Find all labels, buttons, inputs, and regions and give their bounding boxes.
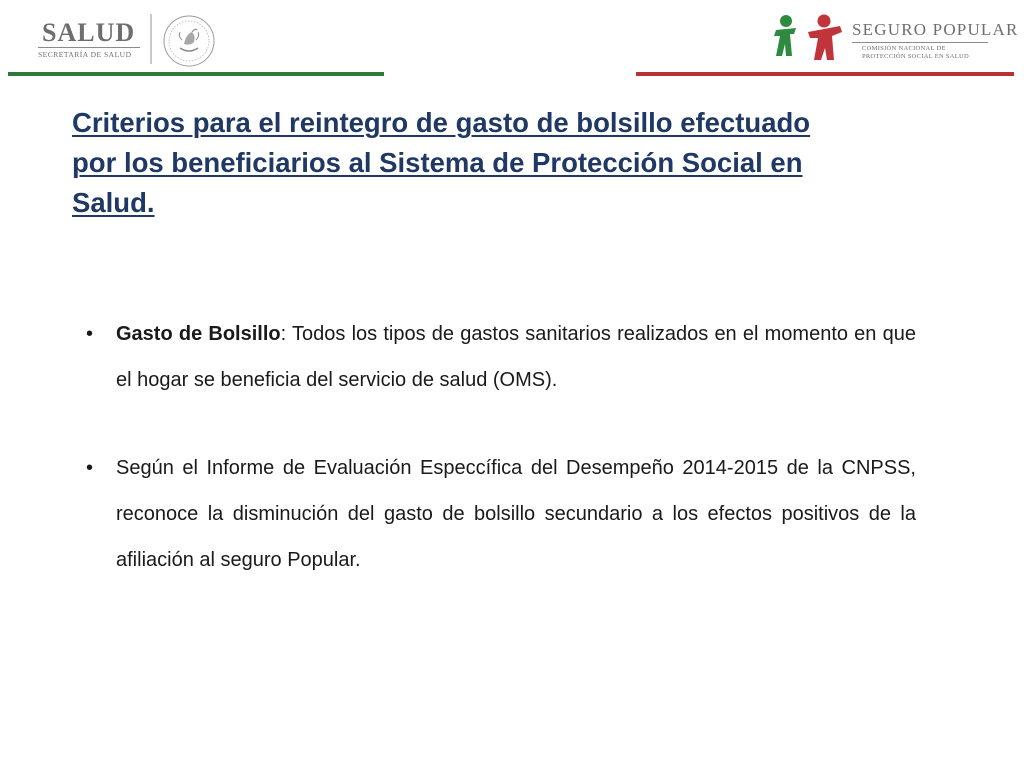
children-figures-icon [770, 12, 846, 64]
slide-title: Criterios para el reintegro de gasto de bolsillo efectuado por los beneficiarios al Sistema de Protección Social en Salud. [72, 107, 811, 218]
seguro-popular-logo [770, 12, 1019, 64]
bullet-term: Gasto de Bolsillo [116, 323, 281, 345]
logo-divider [150, 14, 152, 64]
seguro-popular-subtitle-2: PROTECCIÓN SOCIAL EN SALUD [862, 53, 970, 60]
bullet-dot-icon: • [86, 323, 94, 345]
bullet-item [86, 311, 916, 403]
seguro-popular-brand: SEGURO POPULAR [852, 20, 1019, 39]
seguro-popular-subtitle-1: COMISIÓN NACIONAL DE [862, 45, 946, 52]
bullet-dot-icon: • [86, 457, 94, 479]
header-bar-green [8, 72, 384, 76]
salud-brand: SALUD [42, 18, 136, 47]
header-bar-red [636, 72, 1014, 76]
bullet-list [86, 311, 916, 625]
salud-logo [30, 14, 230, 64]
mexico-seal-icon [162, 14, 216, 68]
seguro-popular-rule [852, 42, 988, 43]
bullet-text: Según el Informe de Evaluación Especcífica del Desempeño 2014-2015 de la CNPSS, reconoce la disminución del gasto de bolsillo secundario a los efectos positivos de la afiliación al seguro Popular. [116, 457, 916, 571]
bullet-item [86, 445, 916, 583]
bullet-text: : Todos los tipos de gastos sanitarios realizados en el momento en que el hogar se beneficia del servicio de salud (OMS). [116, 323, 916, 391]
salud-rule [38, 47, 140, 48]
salud-subtitle: SECRETARÍA DE SALUD [38, 50, 132, 59]
